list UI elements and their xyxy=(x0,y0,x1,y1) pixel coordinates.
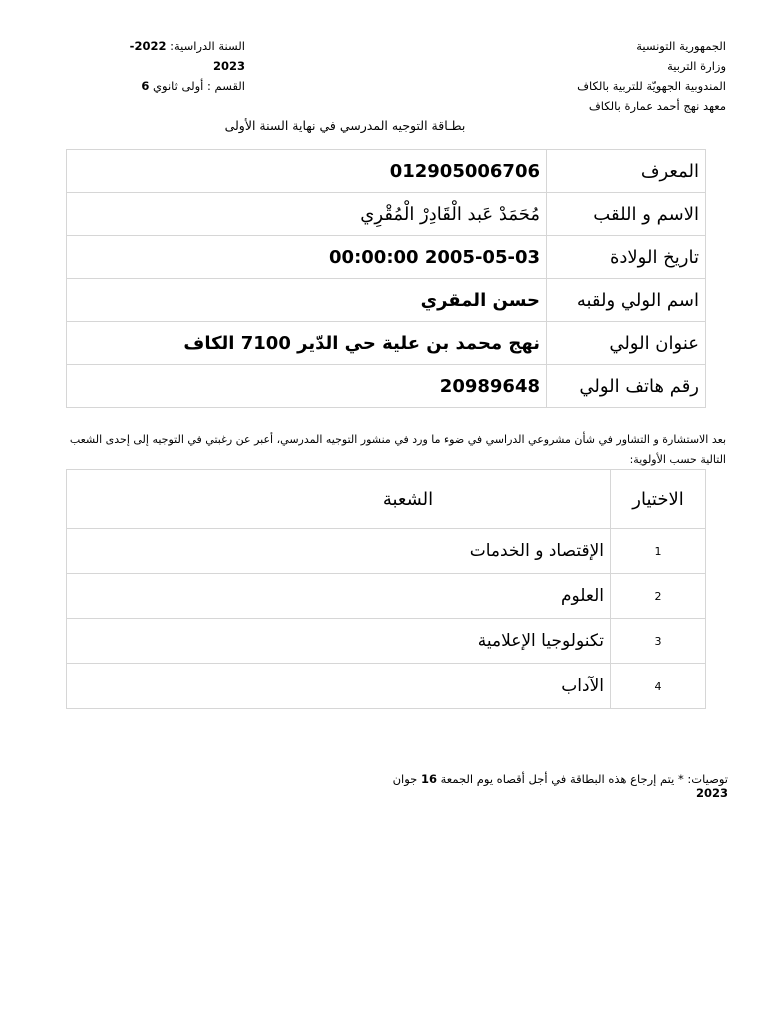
choice-branch: العلوم xyxy=(67,574,611,619)
class-value: 6 xyxy=(141,79,150,93)
school-year xyxy=(105,36,245,76)
info-row-name xyxy=(67,193,706,236)
recommendations-text: توصيات: * يتم إرجاع هذه البطاقة في أجل أقصاه يوم الجمعة xyxy=(436,772,728,786)
guardian-value: حسن المقري xyxy=(67,279,547,322)
school-year-label: السنة الدراسية: xyxy=(166,39,245,53)
choice-rank: 1 xyxy=(611,529,706,574)
info-row-phone xyxy=(67,365,706,408)
deadline-day: 16 xyxy=(420,772,437,786)
deadline-month: جوان xyxy=(392,772,421,786)
page-title: بطـاقة التوجيه المدرسي في نهاية السنة الأولى xyxy=(224,118,466,133)
address-label: عنوان الولي xyxy=(547,322,706,365)
info-row-guardian xyxy=(67,279,706,322)
rank-header: الاختيار xyxy=(611,470,706,529)
choice-rank: 4 xyxy=(611,664,706,709)
choice-row xyxy=(67,619,706,664)
class xyxy=(105,76,245,96)
choice-branch: تكنولوجيا الإعلامية xyxy=(67,619,611,664)
branch-header: الشعبة xyxy=(67,470,611,529)
recommendations xyxy=(360,772,728,800)
choice-rank: 2 xyxy=(611,574,706,619)
address-value: نهج محمد بن علية حي الدّير 7100 الكاف xyxy=(67,322,547,365)
deadline-year: 2023 xyxy=(695,786,728,800)
phone-label: رقم هاتف الولي xyxy=(547,365,706,408)
header-line-republic: الجمهورية التونسية xyxy=(636,39,726,53)
choice-row xyxy=(67,529,706,574)
choice-header-row xyxy=(67,470,706,529)
orientation-statement: بعد الاستشارة و التشاور في شأن مشروعي الدراسي في ضوء ما ورد في منشور التوجيه المدرسي، أعبر عن رغبتي في التوجيه إلى إحدى الشعب التالية حسب الأولوية: xyxy=(69,433,726,466)
header-line-school: معهد نهج أحمد عمارة بالكاف xyxy=(588,99,726,113)
id-value: 012905006706 xyxy=(67,150,547,193)
choice-branch: الإقتصاد و الخدمات xyxy=(67,529,611,574)
phone-value: 20989648 xyxy=(67,365,547,408)
birth-label: تاريخ الولادة xyxy=(547,236,706,279)
class-label: القسم : أولى ثانوي xyxy=(149,79,245,93)
name-label: الاسم و اللقب xyxy=(547,193,706,236)
institution-header xyxy=(577,36,726,116)
info-row-birth xyxy=(67,236,706,279)
header-line-directorate: المندوبية الجهويّة للتربية بالكاف xyxy=(577,79,726,93)
header-line-ministry: وزارة التربية xyxy=(667,59,726,73)
branch-choice-table xyxy=(66,469,706,709)
school-year-value: 2022-2023 xyxy=(129,39,245,73)
info-row-address xyxy=(67,322,706,365)
name-value: مُحَمَدْ عَبد الْقَادِرْ الْمُقْرِي xyxy=(67,193,547,236)
choice-rank: 3 xyxy=(611,619,706,664)
year-class-header xyxy=(105,36,245,96)
student-info-table xyxy=(66,149,706,408)
birth-value: 2005-05-03 00:00:00 xyxy=(67,236,547,279)
choice-row xyxy=(67,664,706,709)
info-row-id xyxy=(67,150,706,193)
id-label: المعرف xyxy=(547,150,706,193)
choice-row xyxy=(67,574,706,619)
choice-branch: الآداب xyxy=(67,664,611,709)
guardian-label: اسم الولي ولقبه xyxy=(547,279,706,322)
